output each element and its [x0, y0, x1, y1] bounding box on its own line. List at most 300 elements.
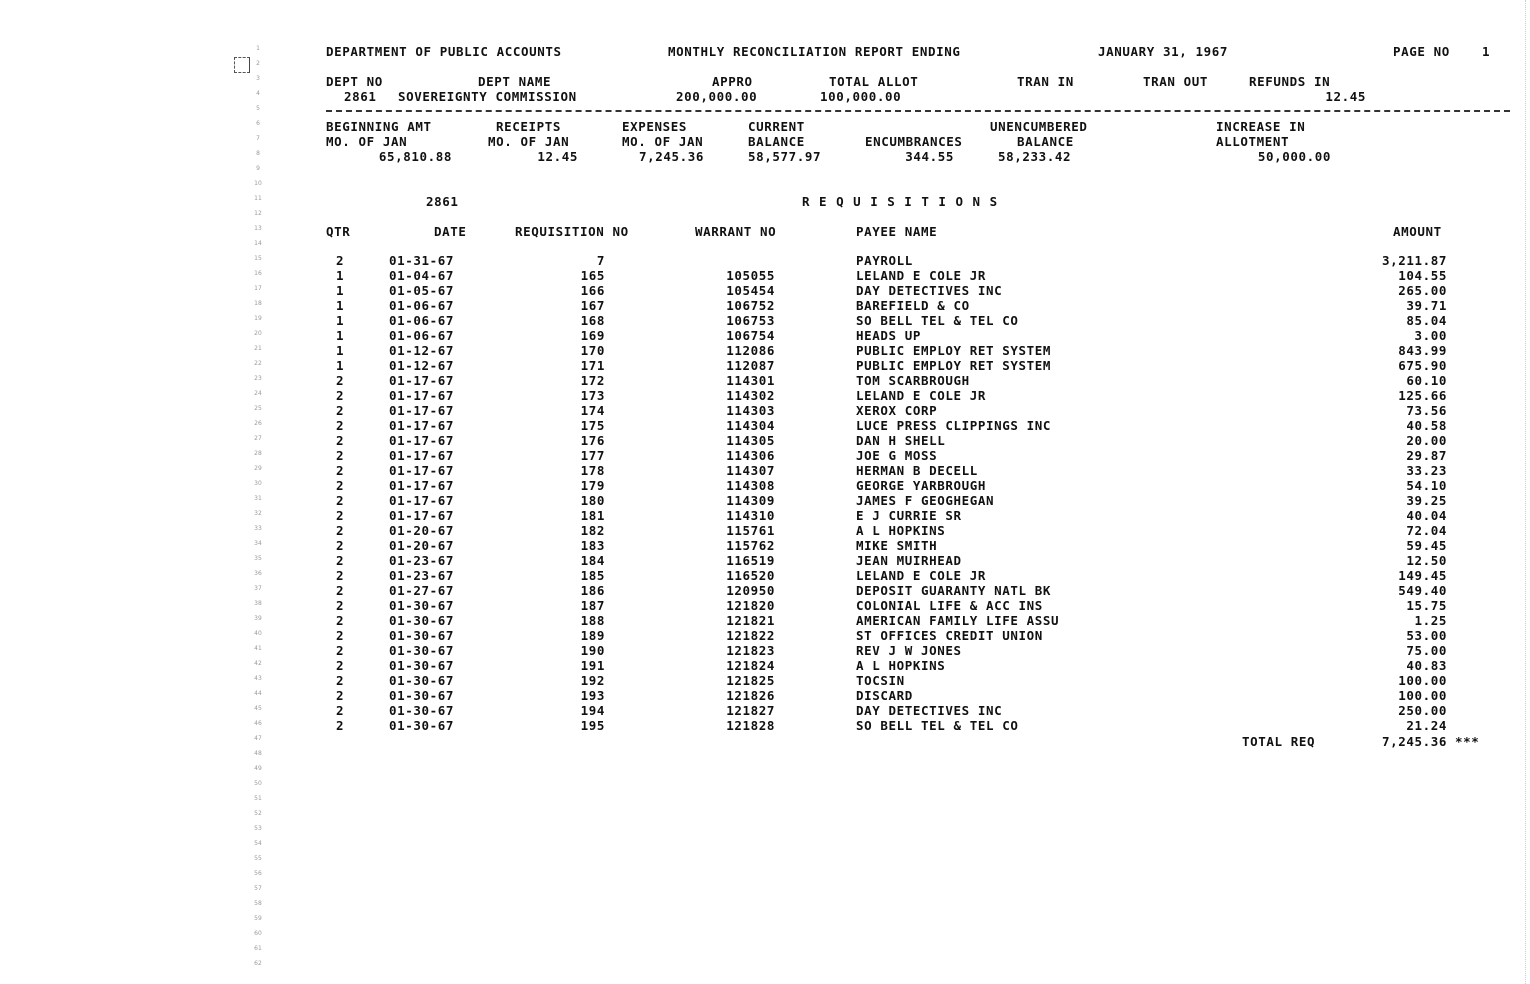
appro-label: APPRO [712, 74, 753, 89]
qtr-cell: 2 [336, 613, 345, 628]
receipts-sublabel: MO. OF JAN [488, 134, 570, 149]
qtr-cell: 1 [336, 298, 345, 313]
payee-cell: PUBLIC EMPLOY RET SYSTEM [856, 358, 1052, 373]
qtr-cell: 2 [336, 598, 345, 613]
payee-cell: BAREFIELD & CO [856, 298, 970, 313]
payee-cell: LUCE PRESS CLIPPINGS INC [856, 418, 1052, 433]
amount-cell: 250.00 [1398, 703, 1447, 718]
requisition-no-cell: 194 [580, 703, 605, 718]
section-dept-no: 2861 [426, 194, 459, 209]
line-number: 40 [254, 630, 262, 637]
qtr-cell: 2 [336, 553, 345, 568]
amount-cell: 265.00 [1398, 283, 1447, 298]
amount-cell: 40.04 [1406, 508, 1447, 523]
warrant-no-cell: 121820 [726, 598, 775, 613]
page-number: 1 [1482, 44, 1491, 59]
line-number: 4 [256, 90, 260, 97]
beginning-value: 65,810.88 [378, 149, 452, 164]
expenses-sublabel: MO. OF JAN [622, 134, 704, 149]
date-cell: 01-04-67 [389, 268, 455, 283]
payee-cell: LELAND E COLE JR [856, 268, 987, 283]
increase-value: 50,000.00 [1257, 149, 1331, 164]
warrant-no-cell: 105055 [726, 268, 775, 283]
line-number: 49 [254, 765, 262, 772]
table-row [0, 553, 1530, 568]
table-row [0, 433, 1530, 448]
qtr-cell: 2 [336, 508, 345, 523]
date-cell: 01-30-67 [389, 598, 455, 613]
warrant-no-cell: 121824 [726, 658, 775, 673]
qtr-cell: 2 [336, 403, 345, 418]
warrant-no-cell: 116519 [726, 553, 775, 568]
amount-cell: 60.10 [1406, 373, 1447, 388]
line-number: 27 [254, 435, 262, 442]
date-cell: 01-17-67 [389, 448, 455, 463]
qtr-cell: 2 [336, 523, 345, 538]
table-row [0, 313, 1530, 328]
date-cell: 01-30-67 [389, 643, 455, 658]
amount-cell: 53.00 [1406, 628, 1447, 643]
col-amount: AMOUNT [1393, 224, 1442, 239]
table-row [0, 328, 1530, 343]
amount-cell: 104.55 [1398, 268, 1447, 283]
table-row [0, 388, 1530, 403]
requisition-no-cell: 176 [580, 433, 605, 448]
amount-cell: 40.58 [1406, 418, 1447, 433]
line-number: 55 [254, 855, 262, 862]
page-label: PAGE NO [1393, 44, 1450, 59]
current-sublabel: BALANCE [748, 134, 805, 149]
line-number: 15 [254, 255, 262, 262]
line-number: 29 [254, 465, 262, 472]
qtr-cell: 2 [336, 388, 345, 403]
payee-cell: REV J W JONES [856, 643, 962, 658]
requisition-no-cell: 170 [580, 343, 605, 358]
unencumbered-value: 58,233.42 [998, 149, 1072, 164]
payee-cell: HERMAN B DECELL [856, 463, 978, 478]
line-number: 54 [254, 840, 262, 847]
payee-cell: JEAN MUIRHEAD [856, 553, 962, 568]
amount-cell: 29.87 [1406, 448, 1447, 463]
payee-cell: A L HOPKINS [856, 523, 946, 538]
payee-cell: COLONIAL LIFE & ACC INS [856, 598, 1043, 613]
warrant-no-cell: 112087 [726, 358, 775, 373]
qtr-cell: 1 [336, 313, 345, 328]
table-row [0, 253, 1530, 268]
line-number: 51 [254, 795, 262, 802]
org-name: DEPARTMENT OF PUBLIC ACCOUNTS [326, 44, 562, 59]
table-row [0, 643, 1530, 658]
requisition-no-cell: 175 [580, 418, 605, 433]
requisition-no-cell: 177 [580, 448, 605, 463]
table-row [0, 403, 1530, 418]
date-cell: 01-30-67 [389, 658, 455, 673]
warrant-no-cell: 114306 [726, 448, 775, 463]
line-number: 8 [256, 150, 260, 157]
amount-cell: 20.00 [1406, 433, 1447, 448]
line-number: 33 [254, 525, 262, 532]
requisition-no-cell: 178 [580, 463, 605, 478]
date-cell: 01-17-67 [389, 403, 455, 418]
amount-cell: 54.10 [1406, 478, 1447, 493]
table-row [0, 583, 1530, 598]
payee-cell: PAYROLL [856, 253, 913, 268]
current-value: 58,577.97 [748, 149, 822, 164]
warrant-no-cell: 120950 [726, 583, 775, 598]
table-row [0, 478, 1530, 493]
amount-cell: 85.04 [1406, 313, 1447, 328]
encumbrances-label: ENCUMBRANCES [865, 134, 963, 149]
line-number: 47 [254, 735, 262, 742]
line-number: 22 [254, 360, 262, 367]
amount-cell: 72.04 [1406, 523, 1447, 538]
qtr-cell: 2 [336, 478, 345, 493]
line-number: 60 [254, 930, 262, 937]
line-number: 14 [254, 240, 262, 247]
unencumbered-label: UNENCUMBERED [990, 119, 1088, 134]
line-number: 23 [254, 375, 262, 382]
payee-cell: DAY DETECTIVES INC [856, 703, 1003, 718]
payee-cell: LELAND E COLE JR [856, 568, 987, 583]
amount-cell: 3,211.87 [1381, 253, 1447, 268]
total-allot-value: 100,000.00 [820, 89, 902, 104]
payee-cell: DAY DETECTIVES INC [856, 283, 1003, 298]
requisition-no-cell: 166 [580, 283, 605, 298]
line-number: 5 [256, 105, 260, 112]
date-cell: 01-06-67 [389, 328, 455, 343]
amount-cell: 15.75 [1406, 598, 1447, 613]
table-row [0, 343, 1530, 358]
date-cell: 01-17-67 [389, 493, 455, 508]
line-number: 41 [254, 645, 262, 652]
qtr-cell: 2 [336, 673, 345, 688]
requisition-no-cell: 185 [580, 568, 605, 583]
date-cell: 01-06-67 [389, 298, 455, 313]
line-number: 62 [254, 960, 262, 967]
payee-cell: A L HOPKINS [856, 658, 946, 673]
date-cell: 01-30-67 [389, 718, 455, 733]
qtr-cell: 2 [336, 538, 345, 553]
tran-in-label: TRAN IN [1017, 74, 1074, 89]
requisition-no-cell: 191 [580, 658, 605, 673]
amount-cell: 59.45 [1406, 538, 1447, 553]
date-cell: 01-17-67 [389, 388, 455, 403]
requisition-no-cell: 188 [580, 613, 605, 628]
encumbrances-value: 344.55 [905, 149, 954, 164]
line-number: 43 [254, 675, 262, 682]
qtr-cell: 1 [336, 283, 345, 298]
qtr-cell: 2 [336, 463, 345, 478]
amount-cell: 39.71 [1406, 298, 1447, 313]
table-row [0, 703, 1530, 718]
table-row [0, 418, 1530, 433]
total-allot-label: TOTAL ALLOT [829, 74, 919, 89]
requisition-no-cell: 174 [580, 403, 605, 418]
line-number: 34 [254, 540, 262, 547]
payee-cell: JAMES F GEOGHEGAN [856, 493, 995, 508]
date-cell: 01-30-67 [389, 613, 455, 628]
expenses-value: 7,245.36 [638, 149, 704, 164]
warrant-no-cell: 121825 [726, 673, 775, 688]
requisition-no-cell: 187 [580, 598, 605, 613]
amount-cell: 100.00 [1398, 673, 1447, 688]
requisition-no-cell: 189 [580, 628, 605, 643]
amount-cell: 39.25 [1406, 493, 1447, 508]
date-cell: 01-30-67 [389, 703, 455, 718]
qtr-cell: 2 [336, 493, 345, 508]
table-row [0, 613, 1530, 628]
line-number: 42 [254, 660, 262, 667]
qtr-cell: 1 [336, 268, 345, 283]
warrant-no-cell: 114309 [726, 493, 775, 508]
line-number: 19 [254, 315, 262, 322]
increase-sublabel: ALLOTMENT [1216, 134, 1290, 149]
table-row [0, 283, 1530, 298]
refunds-in-value: 12.45 [1325, 89, 1366, 104]
warrant-no-cell: 115761 [726, 523, 775, 538]
payee-cell: AMERICAN FAMILY LIFE ASSU [856, 613, 1060, 628]
warrant-no-cell: 115762 [726, 538, 775, 553]
date-cell: 01-30-67 [389, 628, 455, 643]
report-date: JANUARY 31, 1967 [1098, 44, 1229, 59]
payee-cell: MIKE SMITH [856, 538, 938, 553]
warrant-no-cell: 114307 [726, 463, 775, 478]
payee-cell: DISCARD [856, 688, 913, 703]
amount-cell: 3.00 [1414, 328, 1447, 343]
qtr-cell: 2 [336, 373, 345, 388]
date-cell: 01-17-67 [389, 478, 455, 493]
line-number: 56 [254, 870, 262, 877]
date-cell: 01-17-67 [389, 508, 455, 523]
qtr-cell: 2 [336, 583, 345, 598]
table-row [0, 493, 1530, 508]
amount-cell: 12.50 [1406, 553, 1447, 568]
col-date: DATE [434, 224, 467, 239]
current-label: CURRENT [748, 119, 805, 134]
date-cell: 01-17-67 [389, 463, 455, 478]
requisition-no-cell: 192 [580, 673, 605, 688]
warrant-no-cell: 121823 [726, 643, 775, 658]
dept-name-value: SOVEREIGNTY COMMISSION [398, 89, 577, 104]
line-number: 61 [254, 945, 262, 952]
requisition-no-cell: 181 [580, 508, 605, 523]
date-cell: 01-12-67 [389, 343, 455, 358]
dept-name-label: DEPT NAME [478, 74, 552, 89]
total-label: TOTAL REQ [1242, 734, 1316, 749]
line-number: 20 [254, 330, 262, 337]
table-row [0, 373, 1530, 388]
warrant-no-cell: 116520 [726, 568, 775, 583]
amount-cell: 149.45 [1398, 568, 1447, 583]
line-number: 16 [254, 270, 262, 277]
expenses-label: EXPENSES [622, 119, 688, 134]
line-number: 57 [254, 885, 262, 892]
amount-cell: 1.25 [1414, 613, 1447, 628]
qtr-cell: 2 [336, 418, 345, 433]
date-cell: 01-30-67 [389, 673, 455, 688]
requisition-no-cell: 179 [580, 478, 605, 493]
warrant-no-cell: 106754 [726, 328, 775, 343]
total-amount: 7,245.36 [1381, 734, 1447, 749]
line-number: 32 [254, 510, 262, 517]
line-number: 26 [254, 420, 262, 427]
amount-cell: 75.00 [1406, 643, 1447, 658]
warrant-no-cell: 114301 [726, 373, 775, 388]
appro-value: 200,000.00 [676, 89, 758, 104]
dept-no-label: DEPT NO [326, 74, 383, 89]
payee-cell: E J CURRIE SR [856, 508, 962, 523]
line-number: 11 [254, 195, 262, 202]
line-number: 59 [254, 915, 262, 922]
date-cell: 01-27-67 [389, 583, 455, 598]
qtr-cell: 2 [336, 643, 345, 658]
qtr-cell: 2 [336, 433, 345, 448]
requisition-no-cell: 171 [580, 358, 605, 373]
report-title: MONTHLY RECONCILIATION REPORT ENDING [668, 44, 961, 59]
line-number: 36 [254, 570, 262, 577]
payee-cell: DEPOSIT GUARANTY NATL BK [856, 583, 1052, 598]
qtr-cell: 2 [336, 568, 345, 583]
date-cell: 01-05-67 [389, 283, 455, 298]
line-number: 31 [254, 495, 262, 502]
warrant-no-cell: 121827 [726, 703, 775, 718]
requisition-no-cell: 182 [580, 523, 605, 538]
payee-cell: SO BELL TEL & TEL CO [856, 313, 1019, 328]
table-row [0, 463, 1530, 478]
payee-cell: ST OFFICES CREDIT UNION [856, 628, 1043, 643]
table-row [0, 598, 1530, 613]
table-row [0, 658, 1530, 673]
warrant-no-cell: 106753 [726, 313, 775, 328]
receipts-value: 12.45 [537, 149, 578, 164]
table-row [0, 673, 1530, 688]
date-cell: 01-23-67 [389, 568, 455, 583]
line-number: 38 [254, 600, 262, 607]
date-cell: 01-20-67 [389, 523, 455, 538]
line-number: 35 [254, 555, 262, 562]
date-cell: 01-17-67 [389, 373, 455, 388]
qtr-cell: 2 [336, 658, 345, 673]
qtr-cell: 2 [336, 703, 345, 718]
line-number: 28 [254, 450, 262, 457]
line-number: 21 [254, 345, 262, 352]
payee-cell: SO BELL TEL & TEL CO [856, 718, 1019, 733]
qtr-cell: 2 [336, 628, 345, 643]
line-number: 17 [254, 285, 262, 292]
refunds-in-label: REFUNDS IN [1249, 74, 1331, 89]
qtr-cell: 2 [336, 718, 345, 733]
tran-out-label: TRAN OUT [1143, 74, 1209, 89]
table-row [0, 508, 1530, 523]
requisition-no-cell: 193 [580, 688, 605, 703]
warrant-no-cell: 121821 [726, 613, 775, 628]
requisition-no-cell: 169 [580, 328, 605, 343]
warrant-no-cell: 112086 [726, 343, 775, 358]
warrant-no-cell: 106752 [726, 298, 775, 313]
qtr-cell: 1 [336, 343, 345, 358]
date-cell: 01-17-67 [389, 433, 455, 448]
line-number: 6 [256, 120, 260, 127]
requisition-no-cell: 167 [580, 298, 605, 313]
amount-cell: 33.23 [1406, 463, 1447, 478]
requisition-no-cell: 190 [580, 643, 605, 658]
table-row [0, 718, 1530, 733]
line-number: 24 [254, 390, 262, 397]
requisition-no-cell: 7 [596, 253, 605, 268]
amount-cell: 21.24 [1406, 718, 1447, 733]
col-payee: PAYEE NAME [856, 224, 938, 239]
requisition-no-cell: 172 [580, 373, 605, 388]
table-row [0, 448, 1530, 463]
payee-cell: GEORGE YARBROUGH [856, 478, 987, 493]
warrant-no-cell: 105454 [726, 283, 775, 298]
warrant-no-cell: 121822 [726, 628, 775, 643]
requisition-no-cell: 183 [580, 538, 605, 553]
line-number: 13 [254, 225, 262, 232]
qtr-cell: 2 [336, 253, 345, 268]
qtr-cell: 2 [336, 448, 345, 463]
warrant-no-cell: 114304 [726, 418, 775, 433]
unencumbered-sublabel: BALANCE [1017, 134, 1074, 149]
amount-cell: 40.83 [1406, 658, 1447, 673]
warrant-no-cell: 114305 [726, 433, 775, 448]
line-number: 3 [256, 75, 260, 82]
beginning-sublabel: MO. OF JAN [326, 134, 408, 149]
line-number: 2 [256, 60, 260, 67]
line-number: 50 [254, 780, 262, 787]
qtr-cell: 1 [336, 328, 345, 343]
line-number: 37 [254, 585, 262, 592]
qtr-cell: 2 [336, 688, 345, 703]
table-row [0, 358, 1530, 373]
table-row [0, 688, 1530, 703]
payee-cell: TOM SCARBROUGH [856, 373, 970, 388]
col-qtr: QTR [326, 224, 351, 239]
line-number: 45 [254, 705, 262, 712]
line-number: 46 [254, 720, 262, 727]
date-cell: 01-30-67 [389, 688, 455, 703]
beginning-label: BEGINNING AMT [326, 119, 432, 134]
line-number: 9 [256, 165, 260, 172]
requisition-no-cell: 184 [580, 553, 605, 568]
amount-cell: 675.90 [1398, 358, 1447, 373]
line-number: 39 [254, 615, 262, 622]
warrant-no-cell: 121828 [726, 718, 775, 733]
line-number: 53 [254, 825, 262, 832]
line-number: 18 [254, 300, 262, 307]
requisition-no-cell: 165 [580, 268, 605, 283]
increase-label: INCREASE IN [1216, 119, 1306, 134]
date-cell: 01-31-67 [389, 253, 455, 268]
table-row [0, 268, 1530, 283]
date-cell: 01-17-67 [389, 418, 455, 433]
amount-cell: 100.00 [1398, 688, 1447, 703]
date-cell: 01-23-67 [389, 553, 455, 568]
section-title: R E Q U I S I T I O N S [802, 194, 999, 209]
warrant-no-cell: 121826 [726, 688, 775, 703]
table-row [0, 538, 1530, 553]
requisition-no-cell: 195 [580, 718, 605, 733]
line-number: 30 [254, 480, 262, 487]
table-row [0, 523, 1530, 538]
date-cell: 01-06-67 [389, 313, 455, 328]
payee-cell: XEROX CORP [856, 403, 938, 418]
table-row [0, 628, 1530, 643]
warrant-no-cell: 114302 [726, 388, 775, 403]
requisition-no-cell: 173 [580, 388, 605, 403]
line-number: 58 [254, 900, 262, 907]
line-number: 7 [256, 135, 260, 142]
